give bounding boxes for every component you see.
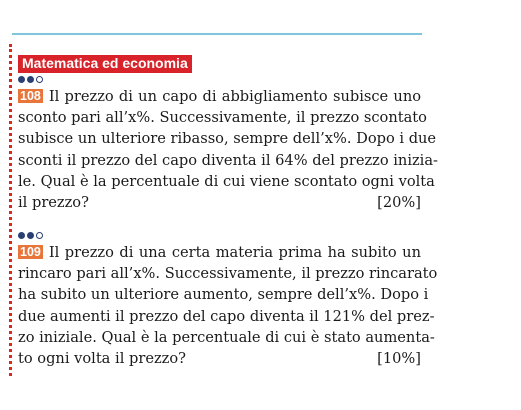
filled-dot-icon — [18, 76, 25, 83]
text-line: il prezzo? — [18, 194, 89, 212]
exercise-108 — [18, 76, 438, 213]
exercise-text — [18, 86, 438, 192]
exercise-109 — [18, 232, 438, 369]
text-line: le. Qual è la percentuale di cui viene scontato ogni volta — [18, 172, 435, 190]
top-rule — [12, 33, 422, 35]
text-line: ha subito un ulteriore aumento, sempre dell’x%. Dopo i — [18, 286, 429, 304]
exercise-last-line — [18, 192, 421, 213]
exercise-text — [18, 242, 438, 348]
exercise-number: 108 — [20, 89, 41, 103]
answer: [10%] — [377, 350, 421, 368]
empty-dot-icon — [36, 76, 43, 83]
text-line: rincaro pari all’x%. Successivamente, il prezzo rincarato — [18, 265, 438, 283]
text-line: due aumenti il prezzo del capo diventa il 121% del prez- — [18, 307, 435, 325]
dotted-margin-rule — [9, 44, 12, 376]
empty-dot-icon — [36, 232, 43, 239]
text-line: 108 Il prezzo di un capo di abbigliamento subisce uno — [20, 88, 421, 105]
text-line: to ogni volta il prezzo? — [18, 350, 186, 368]
text-line: 109 Il prezzo di una certa materia prima ha subito un — [20, 244, 421, 261]
difficulty-dots-icon — [18, 76, 421, 85]
text-line: subisce un ulteriore ribasso, sempre dell’x%. Dopo i due — [18, 130, 437, 148]
text-line: sconti il prezzo del capo diventa il 64% del prezzo inizia- — [18, 151, 438, 169]
section-title: Matematica ed economia — [18, 55, 192, 73]
filled-dot-icon — [27, 232, 34, 239]
filled-dot-icon — [27, 76, 34, 83]
answer: [20%] — [377, 194, 421, 212]
exercise-last-line — [18, 348, 421, 369]
filled-dot-icon — [18, 232, 25, 239]
difficulty-dots-icon — [18, 232, 421, 241]
exercise-number: 109 — [20, 245, 41, 259]
text-line: zo iniziale. Qual è la percentuale di cui è stato aumenta- — [18, 328, 435, 346]
text-line: sconto pari all’x%. Successivamente, il prezzo scontato — [18, 109, 427, 127]
